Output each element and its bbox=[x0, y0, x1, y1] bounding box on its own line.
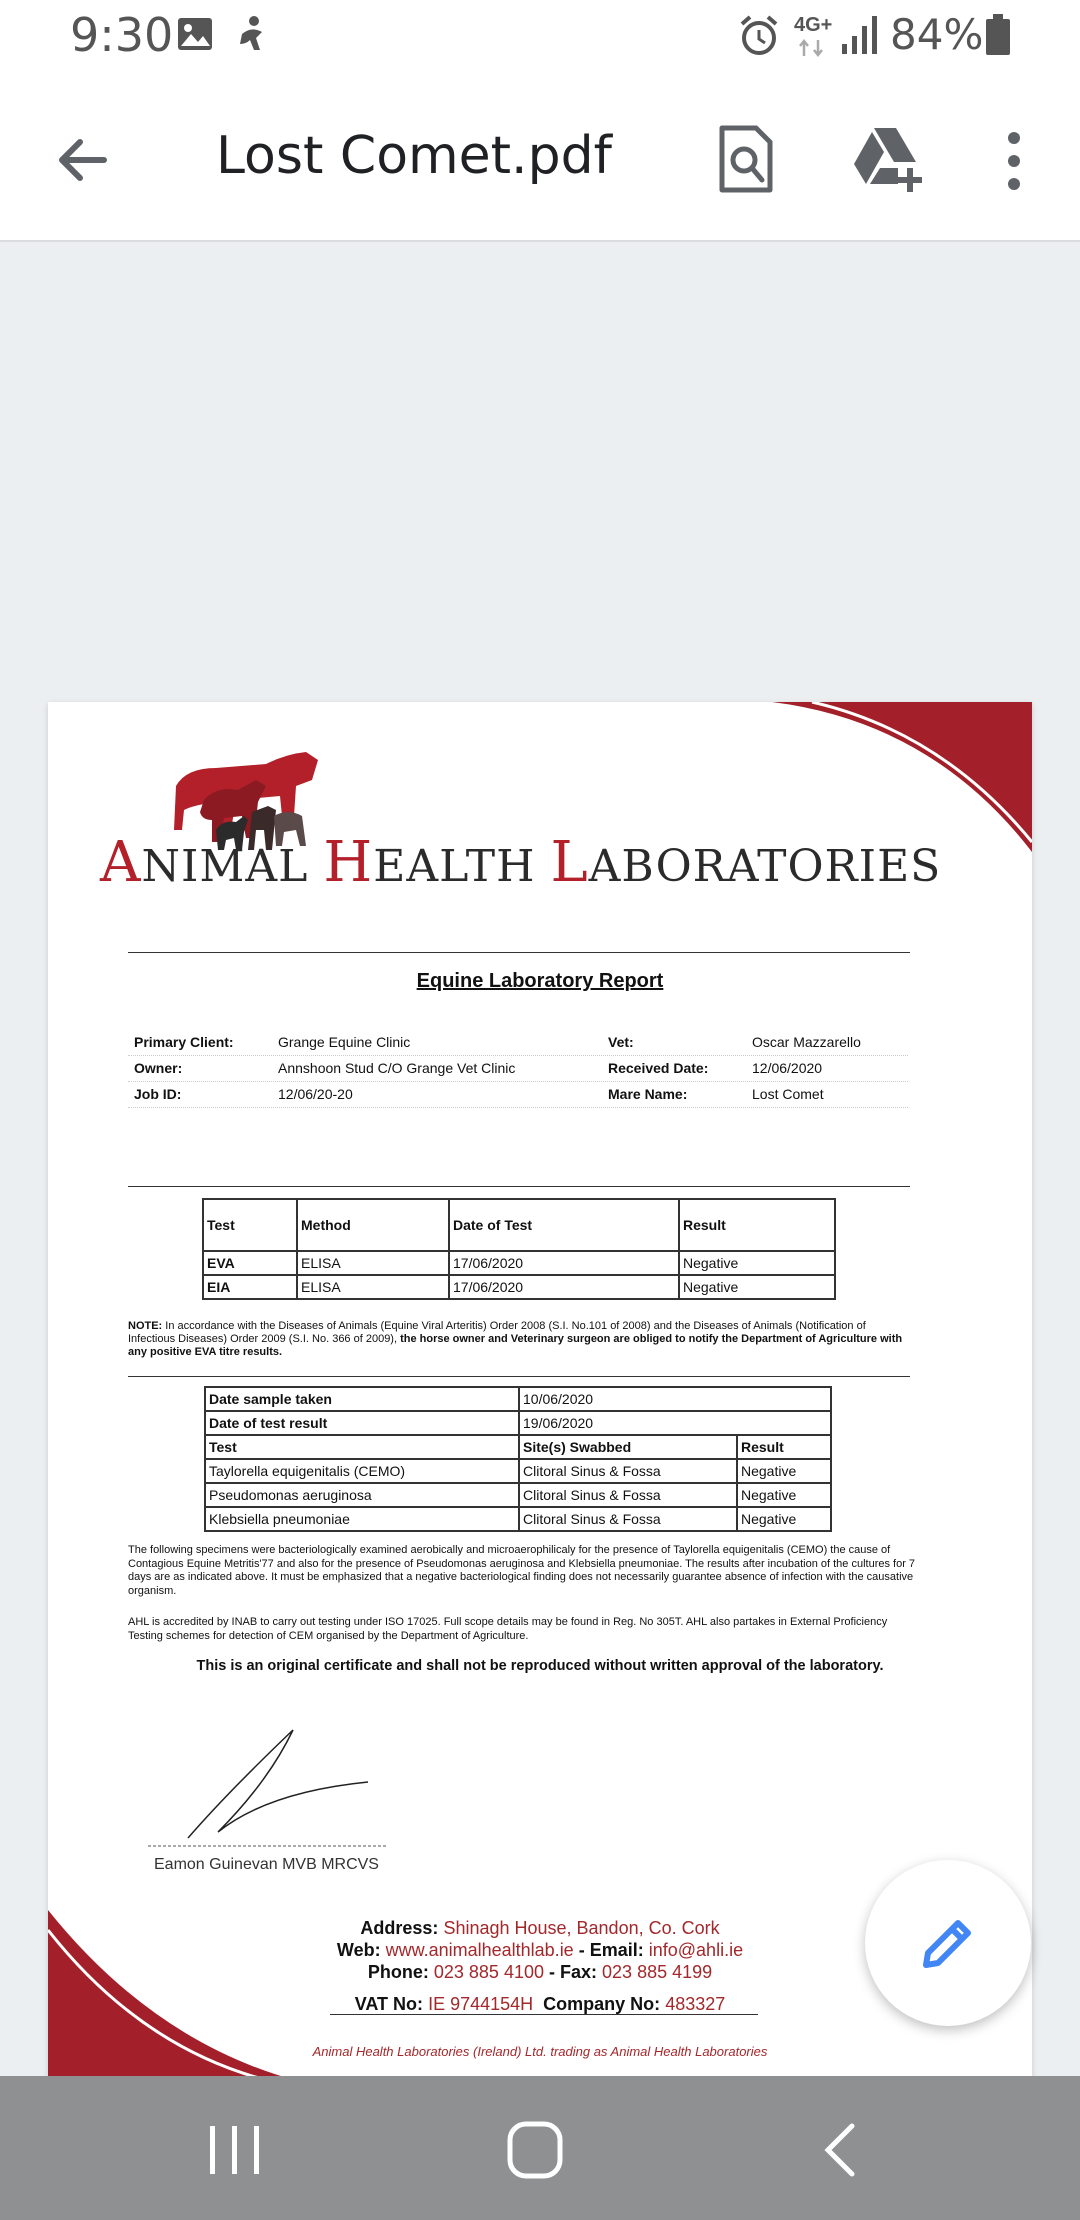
edit-pencil-icon bbox=[918, 1913, 978, 1973]
footer-phone: Phone: 023 885 4100 - Fax: 023 885 4199 bbox=[367, 1962, 713, 1982]
eva-note: NOTE: In accordance with the Diseases of Animals (Equine Viral Arteritis) Order 2008 (S.I. No.101 of 2008) and the Diseases of Animals (Notification of Infectious Diseases) Order 2009 (S.I. No. 366 of 2009), the horse owner and Veterinary surgeon are obliged to notify the Department of Agriculture with any positive EVA titre results. bbox=[128, 1320, 903, 1358]
divider bbox=[128, 1376, 910, 1377]
table-row: Taylorella equigenitalis (CEMO) Clitoral Sinus & Fossa Negative bbox=[205, 1459, 831, 1483]
table-row: EVA ELISA 17/06/2020 Negative bbox=[203, 1251, 835, 1275]
more-options-button[interactable] bbox=[994, 126, 1034, 196]
footer-trading-name: Animal Health Laboratories (Ireland) Ltd. trading as Animal Health Laboratories bbox=[312, 2044, 768, 2059]
table-row: Klebsiella pneumoniae Clitoral Sinus & Fossa Negative bbox=[205, 1507, 831, 1531]
add-to-drive-button[interactable] bbox=[852, 124, 924, 194]
home-icon bbox=[500, 2120, 570, 2180]
info-row: Primary Client: Grange Equine Clinic Vet: Oscar Mazzarello bbox=[128, 1030, 908, 1056]
viral-test-table bbox=[202, 1198, 836, 1300]
search-in-document-button[interactable] bbox=[716, 124, 776, 194]
accreditation-paragraph: AHL is accredited by INAB to carry out testing under ISO 17025. Full scope details may be found in Reg. No 305T. AHL also partakes in External Proficiency Testing schemes for detection of CEM organised by the Department of Agriculture. bbox=[128, 1616, 888, 1642]
accessibility-icon bbox=[234, 14, 270, 59]
table-row: Date sample taken 10/06/2020 bbox=[205, 1387, 831, 1411]
back-button[interactable] bbox=[52, 130, 112, 190]
recent-apps-button[interactable] bbox=[200, 2120, 270, 2180]
signer-name: Eamon Guinevan MVB MRCVS bbox=[154, 1856, 379, 1873]
status-time: 9:30 bbox=[70, 8, 174, 62]
back-arrow-icon bbox=[52, 130, 112, 190]
footer-vat: VAT No: IE 9744154H Company No: 483327 bbox=[354, 1994, 726, 2014]
bacteriology-table bbox=[204, 1386, 832, 1532]
pdf-viewer[interactable] bbox=[0, 242, 1080, 2076]
divider bbox=[128, 1186, 910, 1187]
client-info bbox=[128, 1030, 908, 1108]
add-to-drive-icon bbox=[852, 124, 924, 194]
alarm-icon bbox=[738, 14, 780, 63]
table-row: Date of test result 19/06/2020 bbox=[205, 1411, 831, 1435]
nav-back-button[interactable] bbox=[806, 2120, 876, 2180]
document-title: Lost Comet.pdf bbox=[216, 126, 612, 186]
edit-fab-button[interactable] bbox=[865, 1860, 1031, 2026]
table-header-row: Test Method Date of Test Result bbox=[203, 1199, 835, 1251]
footer-web: Web: www.animalhealthlab.ie - Email: info@ahli.ie bbox=[336, 1940, 744, 1960]
footer-address: Address: Shinagh House, Bandon, Co. Cork bbox=[360, 1918, 720, 1938]
battery-percent: 84% bbox=[890, 10, 984, 59]
signature bbox=[148, 1722, 388, 1852]
signal-icon bbox=[840, 14, 880, 61]
app-bar bbox=[0, 72, 1080, 242]
pdf-page bbox=[48, 702, 1032, 2090]
certificate-statement: This is an original certificate and shall not be reproduced without written approval of the laboratory. bbox=[196, 1658, 884, 1674]
more-vert-icon bbox=[994, 126, 1034, 196]
divider bbox=[128, 952, 910, 953]
navigation-bar bbox=[0, 2076, 1080, 2220]
table-header-row: Test Site(s) Swabbed Result bbox=[205, 1435, 831, 1459]
report-title: Equine Laboratory Report bbox=[416, 970, 664, 992]
home-button[interactable] bbox=[500, 2120, 570, 2180]
lab-name-logo: ANIMAL HEALTH LABORATORIES bbox=[100, 830, 942, 895]
info-row: Owner: Annshoon Stud C/O Grange Vet Clinic Received Date: 12/06/2020 bbox=[128, 1056, 908, 1082]
status-bar bbox=[0, 0, 1080, 72]
back-icon bbox=[806, 2120, 876, 2180]
image-icon bbox=[176, 14, 214, 59]
battery-icon bbox=[984, 14, 1012, 61]
table-row: EIA ELISA 17/06/2020 Negative bbox=[203, 1275, 835, 1299]
data-arrows-icon bbox=[798, 38, 826, 63]
info-row: Job ID: 12/06/20-20 Mare Name: Lost Comet bbox=[128, 1082, 908, 1108]
search-document-icon bbox=[716, 124, 776, 194]
specimens-paragraph: The following specimens were bacteriologically examined aerobically and microaerophilicaly for the presence of Taylorella equigenitalis (CEMO) the cause of Contagious Equine Metritis'77 and also for the presence of Pseudomonas aeruginosa and Klebsiella pneumoniae. The results after incubation of the cultures for 7 days are as indicated above. It must be emphasized that a negative bacteriological finding does not necessarily guarantee absence of infection with the causative organism. bbox=[128, 1544, 916, 1597]
table-row: Pseudomonas aeruginosa Clitoral Sinus & Fossa Negative bbox=[205, 1483, 831, 1507]
recent-apps-icon bbox=[200, 2120, 270, 2180]
network-type: 4G+ bbox=[794, 14, 833, 36]
